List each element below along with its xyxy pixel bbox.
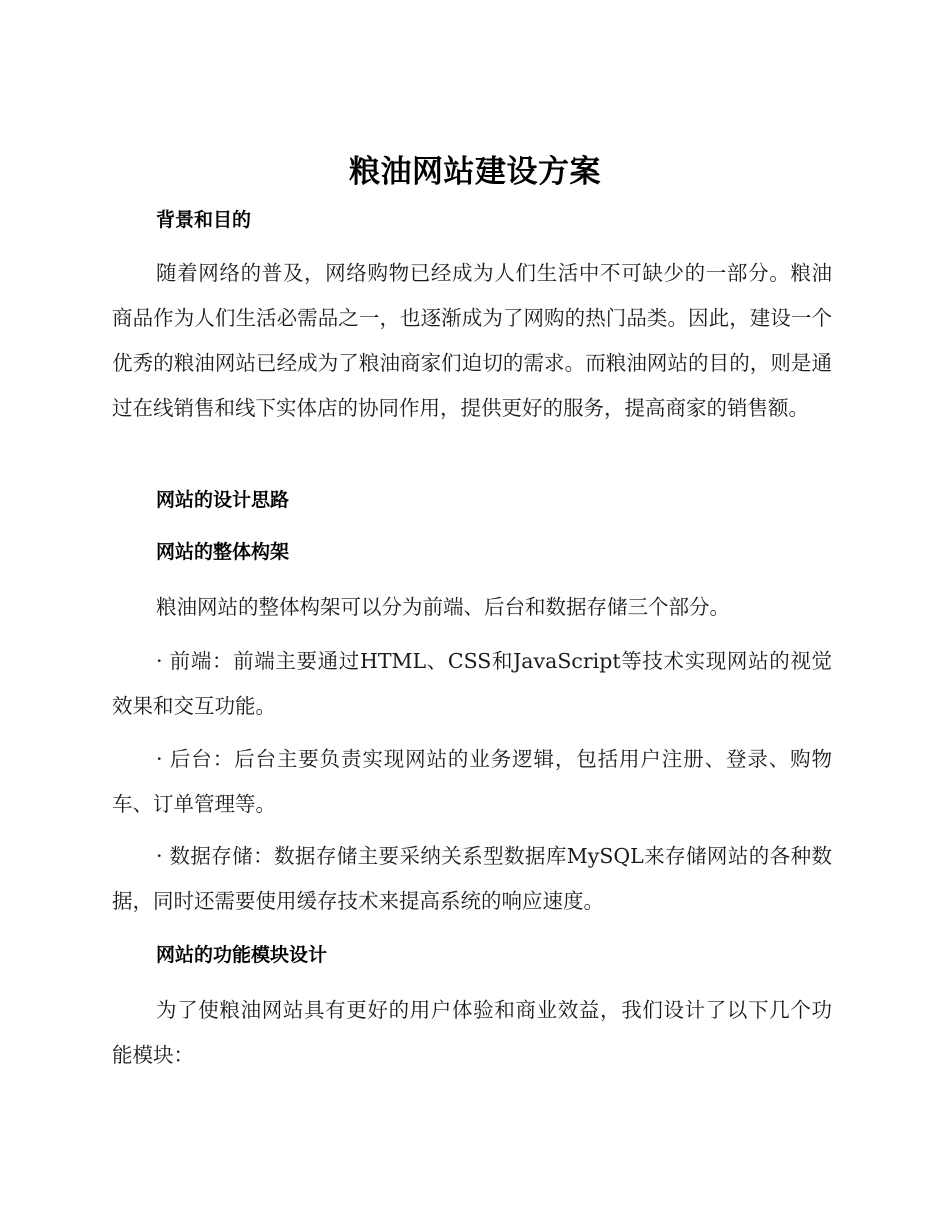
section-heading-architecture: 网站的整体构架	[156, 541, 290, 563]
paragraph-modules: 为了使粮油网站具有更好的用户体验和商业效益，我们设计了以下几个功能模块：	[112, 998, 832, 1067]
paragraph-backend: · 后台：后台主要负责实现网站的业务逻辑，包括用户注册、登录、购物车、订单管理等。	[112, 747, 832, 816]
paragraph-architecture: 粮油网站的整体构架可以分为前端、后台和数据存储三个部分。	[156, 595, 730, 619]
paragraph-storage: · 数据存储：数据存储主要采纳关系型数据库MySQL来存储网站的各种数据，同时还需要使用缓存技术来提高系统的响应速度。	[112, 844, 832, 913]
section-heading-design: 网站的设计思路	[156, 489, 290, 511]
section-heading-background: 背景和目的	[156, 209, 252, 231]
paragraph-frontend: · 前端：前端主要通过HTML、CSS和JavaScript等技术实现网站的视觉效果和交互功能。	[112, 649, 832, 718]
section-heading-modules: 网站的功能模块设计	[156, 944, 328, 966]
document-title: 粮油网站建设方案	[349, 154, 601, 190]
paragraph-background: 随着网络的普及，网络购物已经成为人们生活中不可缺少的一部分。粮油商品作为人们生活必需品之一，也逐渐成为了网购的热门品类。因此，建设一个优秀的粮油网站已经成为了粮油商家们迫切的需求。而粮油网站的目的，则是通过在线销售和线下实体店的协同作用，提供更好的服务，提高商家的销售额。	[112, 261, 832, 420]
